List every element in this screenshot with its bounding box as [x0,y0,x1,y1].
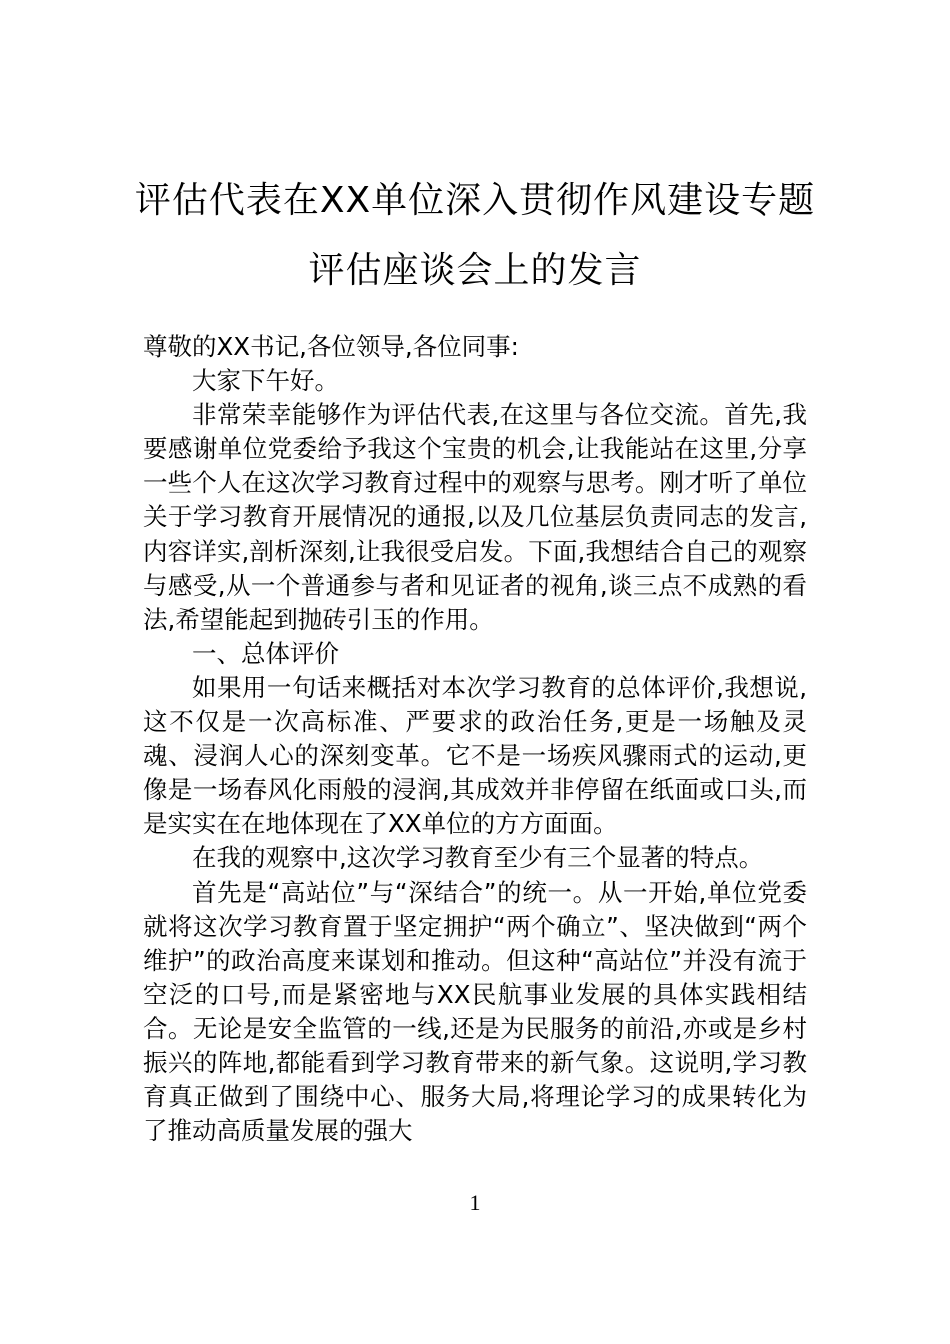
paragraph-first-feature: 首先是“高站位”与“深结合”的统一。从一开始,单位党委就将这次学习教育置于坚定拥护“两个确立”、坚决做到“两个维护”的政治高度来谋划和推动。但这种“高站位”并没有流于空泛的口号,而是紧密地与XX民航事业发展的具体实践相结合。无论是安全监管的一线,还是为民服务的前沿,亦或是乡村振兴的阵地,都能看到学习教育带来的新气象。这说明,学习教育真正做到了围绕中心、服务大局,将理论学习的成果转化为了推动高质量发展的强大 [143,877,807,1146]
salutation: 尊敬的XX书记,各位领导,各位同事: [143,332,519,361]
title-line-1: 评估代表在XX单位深入贯彻作风建设专题 [134,180,816,221]
document-title [130,166,820,306]
paragraph-greeting: 大家下午好。 [192,366,339,396]
paragraph-introduction: 非常荣幸能够作为评估代表,在这里与各位交流。首先,我要感谢单位党委给予我这个宝贵的机会,让我能站在这里,分享一些个人在这次学习教育过程中的观察与思考。刚才听了单位关于学习教育开展情况的通报,以及几位基层负责同志的发言,内容详实,剖析深刻,让我很受启发。下面,我想结合自己的观察与感受,从一个普通参与者和见证者的视角,谈三点不成熟的看法,希望能起到抛砖引玉的作用。 [143,400,807,634]
section-heading: 一、总体评价 [192,638,339,668]
page-number: 1 [469,1190,481,1215]
title-line-2: 评估座谈会上的发言 [308,250,642,291]
document-body [143,330,807,1148]
paragraph-overall-evaluation: 如果用一句话来概括对本次学习教育的总体评价,我想说,这不仅是一次高标准、严要求的政治任务,更是一场触及灵魂、浸润人心的深刻变革。它不是一场疾风骤雨式的运动,更像是一场春风化雨般的浸润,其成效并非停留在纸面或口头,而是实实在在地体现在了XX单位的方方面面。 [143,672,807,839]
paragraph-features-intro: 在我的观察中,这次学习教育至少有三个显著的特点。 [192,843,764,873]
